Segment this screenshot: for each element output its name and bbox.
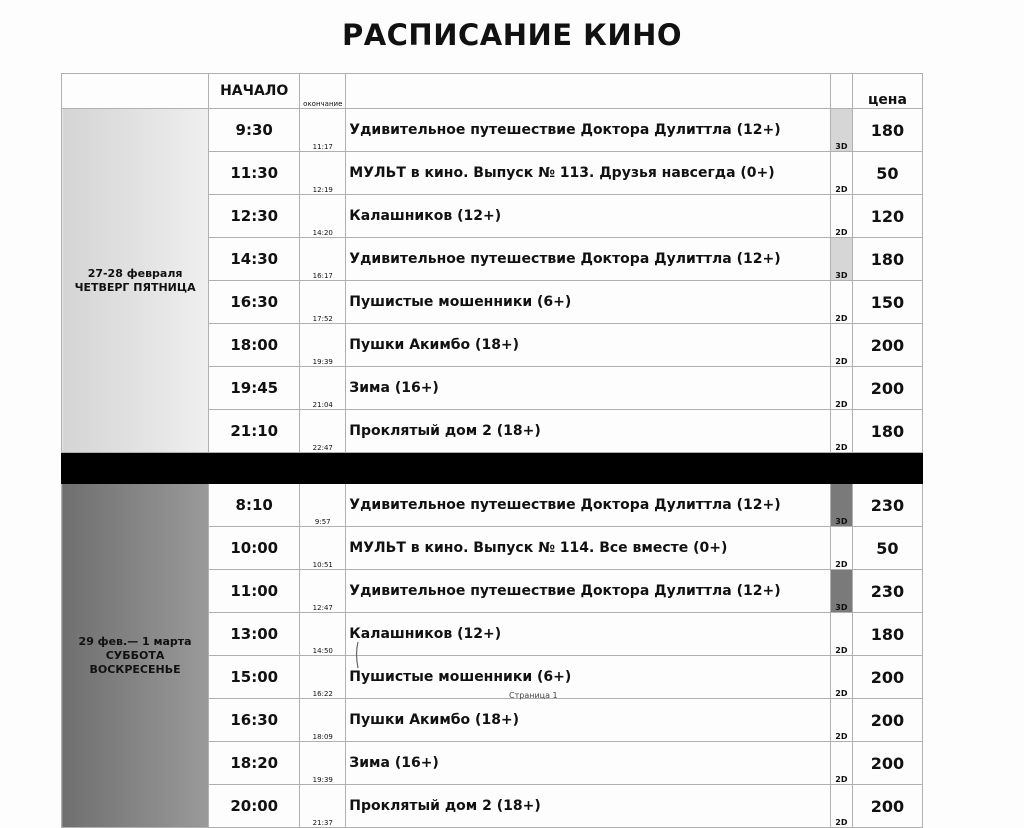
separator-bar — [62, 453, 923, 484]
end-time: 21:37 — [300, 785, 346, 828]
start-time: 14:30 — [209, 238, 300, 281]
ticket-price: 50 — [852, 152, 922, 195]
end-time: 16:17 — [300, 238, 346, 281]
start-time: 11:30 — [209, 152, 300, 195]
end-time: 11:17 — [300, 109, 346, 152]
start-time: 21:10 — [209, 410, 300, 453]
schedule-row — [62, 484, 923, 527]
header-title — [346, 74, 831, 109]
format-badge: 3D — [830, 109, 852, 152]
format-badge: 2D — [830, 324, 852, 367]
schedule-row — [62, 109, 923, 152]
schedule-table — [61, 73, 923, 828]
ticket-price: 200 — [852, 367, 922, 410]
movie-title: Удивительное путешествие Доктора Дулиттла (12+) — [346, 570, 831, 613]
ticket-price: 180 — [852, 109, 922, 152]
ticket-price: 50 — [852, 527, 922, 570]
ticket-price: 180 — [852, 613, 922, 656]
format-badge: 3D — [830, 484, 852, 527]
start-time: 18:20 — [209, 742, 300, 785]
format-badge: 2D — [830, 367, 852, 410]
movie-title: Удивительное путешествие Доктора Дулиттла (12+) — [346, 238, 831, 281]
ticket-price: 200 — [852, 699, 922, 742]
end-time: 14:20 — [300, 195, 346, 238]
start-time: 13:00 — [209, 613, 300, 656]
movie-title: Проклятый дом 2 (18+) — [346, 410, 831, 453]
format-badge: 3D — [830, 570, 852, 613]
end-time: 12:47 — [300, 570, 346, 613]
format-badge: 2D — [830, 527, 852, 570]
end-time: 12:19 — [300, 152, 346, 195]
end-time: 17:52 — [300, 281, 346, 324]
end-time: 19:39 — [300, 324, 346, 367]
format-badge: 2D — [830, 410, 852, 453]
start-time: 16:30 — [209, 281, 300, 324]
table-header-row — [62, 74, 923, 109]
ticket-price: 200 — [852, 785, 922, 828]
end-time: 19:39 — [300, 742, 346, 785]
format-badge: 2D — [830, 742, 852, 785]
movie-title: Пушки Акимбо (18+) — [346, 324, 831, 367]
ticket-price: 200 — [852, 656, 922, 699]
start-time: 16:30 — [209, 699, 300, 742]
start-time: 11:00 — [209, 570, 300, 613]
end-time: 21:04 — [300, 367, 346, 410]
ticket-price: 230 — [852, 570, 922, 613]
ticket-price: 150 — [852, 281, 922, 324]
end-time: 22:47 — [300, 410, 346, 453]
format-badge: 2D — [830, 152, 852, 195]
movie-title: Проклятый дом 2 (18+) — [346, 785, 831, 828]
movie-title: Пушистые мошенники (6+) — [346, 281, 831, 324]
movie-title: Зима (16+) — [346, 367, 831, 410]
movie-title: Пушки Акимбо (18+) — [346, 699, 831, 742]
format-badge: 2D — [830, 785, 852, 828]
end-time: 18:09 — [300, 699, 346, 742]
movie-title: Зима (16+) — [346, 742, 831, 785]
start-time: 12:30 — [209, 195, 300, 238]
format-badge: 2D — [830, 613, 852, 656]
end-time: 10:51 — [300, 527, 346, 570]
header-start: НАЧАЛО — [209, 74, 300, 109]
movie-title: Удивительное путешествие Доктора Дулиттла (12+) — [346, 484, 831, 527]
ticket-price: 200 — [852, 324, 922, 367]
end-time: 14:50 — [300, 613, 346, 656]
start-time: 15:00 — [209, 656, 300, 699]
ticket-price: 180 — [852, 410, 922, 453]
end-time: 16:22 — [300, 656, 346, 699]
format-badge: 2D — [830, 656, 852, 699]
day-separator — [62, 453, 923, 484]
start-time: 20:00 — [209, 785, 300, 828]
ticket-price: 180 — [852, 238, 922, 281]
end-time: 9:57 — [300, 484, 346, 527]
ticket-price: 120 — [852, 195, 922, 238]
page-number: Страница 1 — [509, 691, 558, 700]
day-label: 29 фев.— 1 марта СУББОТА ВОСКРЕСЕНЬЕ — [62, 484, 209, 828]
header-format — [830, 74, 852, 109]
page-title: РАСПИСАНИЕ КИНО — [341, 18, 683, 52]
format-badge: 3D — [830, 238, 852, 281]
ticket-price: 200 — [852, 742, 922, 785]
start-time: 8:10 — [209, 484, 300, 527]
start-time: 19:45 — [209, 367, 300, 410]
header-end: окончание — [300, 74, 346, 109]
format-badge: 2D — [830, 699, 852, 742]
header-price: цена — [852, 74, 922, 109]
day-label: 27-28 февраля ЧЕТВЕРГ ПЯТНИЦА — [62, 109, 209, 453]
movie-title: Калашников (12+) — [346, 195, 831, 238]
movie-title: МУЛЬТ в кино. Выпуск № 114. Все вместе (0+) — [346, 527, 831, 570]
movie-title: Калашников (12+) — [346, 613, 831, 656]
movie-title: Удивительное путешествие Доктора Дулиттла (12+) — [346, 109, 831, 152]
header-day-cell — [62, 74, 209, 109]
start-time: 10:00 — [209, 527, 300, 570]
start-time: 18:00 — [209, 324, 300, 367]
movie-title: Пушистые мошенники (6+) — [346, 656, 831, 699]
format-badge: 2D — [830, 281, 852, 324]
format-badge: 2D — [830, 195, 852, 238]
pen-mark — [350, 640, 364, 670]
ticket-price: 230 — [852, 484, 922, 527]
start-time: 9:30 — [209, 109, 300, 152]
movie-title: МУЛЬТ в кино. Выпуск № 113. Друзья навсегда (0+) — [346, 152, 831, 195]
